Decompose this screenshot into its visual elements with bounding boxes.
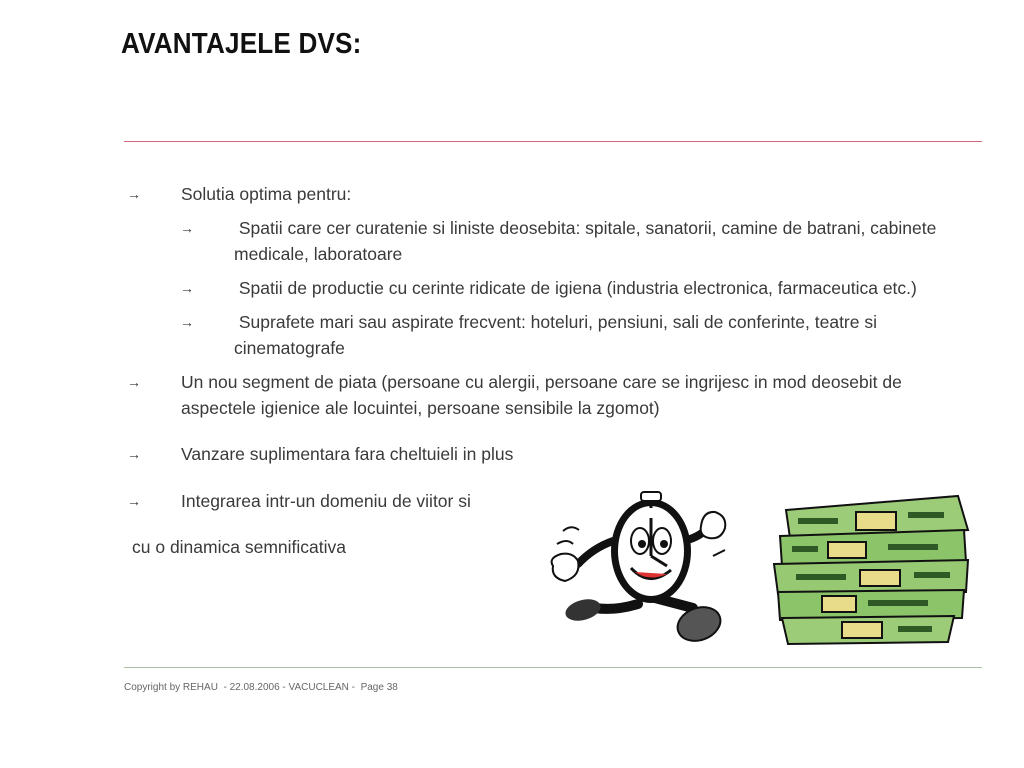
sub-bullet-text: Spatii care cer curatenie si liniste deosebita: spitale, sanatorii, camine de batrani, cabinete medicale, laboratoare (234, 218, 942, 264)
running-clock-clipart (543, 486, 743, 648)
bullet-text: Vanzare suplimentara fara cheltuieli in plus (181, 444, 514, 464)
sub-bullet-text: Spatii de productie cu cerinte ridicate de igiena (industria electronica, farmaceutica etc.) (234, 278, 917, 298)
money-stack-clipart (768, 490, 972, 648)
title-divider (124, 141, 982, 142)
footer-copyright: Copyright by REHAU - 22.08.2006 - VACUCLEAN - Page 38 (124, 682, 398, 693)
arrow-bullet-icon: → (180, 314, 194, 330)
arrow-bullet-icon: → (180, 280, 194, 296)
arrow-bullet-icon: → (127, 493, 141, 509)
continuation-text: cu o dinamica semnificativa (132, 537, 346, 557)
arrow-bullet-icon: → (127, 186, 141, 202)
arrow-bullet-icon: → (180, 220, 194, 236)
arrow-bullet-icon: → (127, 446, 141, 462)
bullet-text: Solutia optima pentru: (181, 184, 352, 204)
sub-bullet-text: Suprafete mari sau aspirate frecvent: hoteluri, pensiuni, sali de conferinte, teatre si cinematografe (234, 312, 882, 358)
bullet-text: Un nou segment de piata (persoane cu alergii, persoane care se ingrijesc in mod deosebit de aspectele igienice ale locuintei, persoane sensibile la zgomot) (181, 372, 902, 418)
footer-divider (124, 667, 982, 668)
arrow-bullet-icon: → (127, 374, 141, 390)
money-icon (768, 490, 972, 648)
slide-title: AVANTAJELE DVS: (121, 28, 362, 60)
bullet-text: Integrarea intr-un domeniu de viitor si (181, 491, 471, 511)
clock-icon (543, 486, 743, 648)
